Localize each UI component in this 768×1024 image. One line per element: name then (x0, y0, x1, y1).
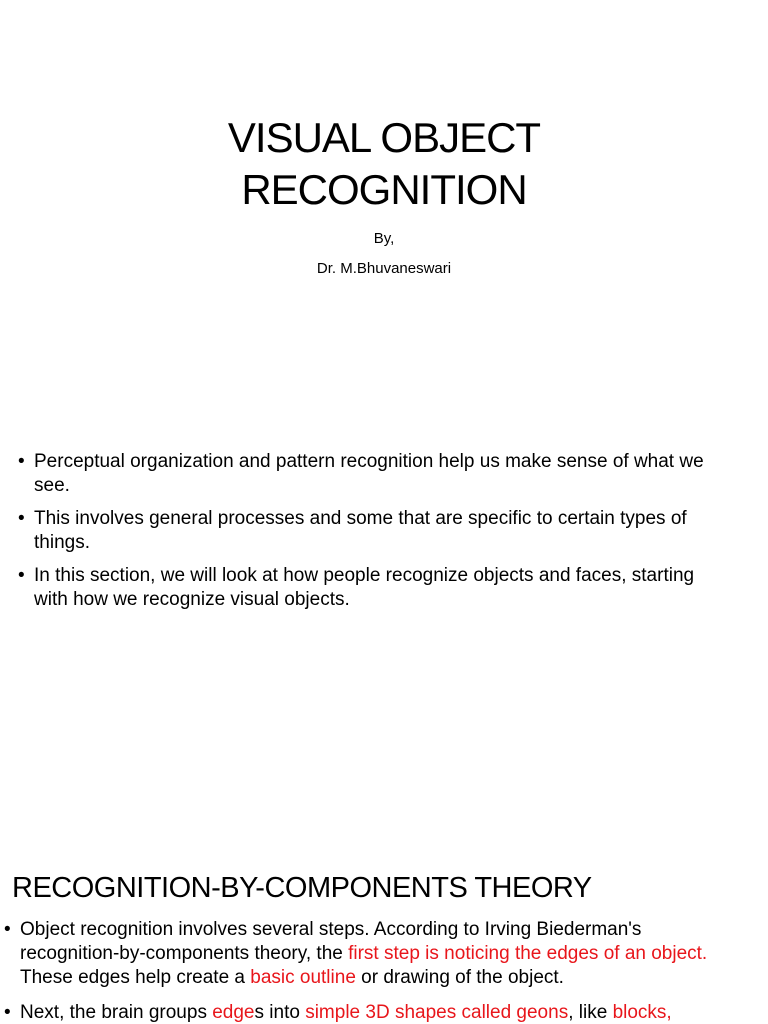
by-label: By, (373, 230, 395, 247)
rbc-theory-slide (0, 850, 768, 1024)
highlighted-text: blocks, (612, 1002, 672, 1023)
slide-title-line-1: VISUAL OBJECT (227, 114, 541, 161)
intro-slide (0, 430, 768, 840)
title-slide (0, 0, 768, 420)
text-segment: Object recognition involves several steps. According to Irving Biederman's recognition-by-components theory, the (20, 919, 642, 964)
bullet-item (18, 450, 718, 498)
bullet-item (4, 1001, 734, 1024)
slide-heading: RECOGNITION-BY-COMPONENTS THEORY (12, 872, 592, 904)
slide-title-line-2: RECOGNITION (241, 166, 527, 213)
bullet-text: In this section, we will look at how people recognize objects and faces, starting with how we recognize visual objects. (34, 565, 695, 610)
highlighted-text: basic outline (250, 967, 356, 988)
text-segment: s into (254, 1002, 306, 1023)
highlighted-text: edge (212, 1002, 255, 1023)
bullet-dot-icon: • (4, 1002, 11, 1023)
bullet-item (4, 918, 734, 990)
text-segment: , like (568, 1002, 613, 1023)
text-segment: These edges help create a (20, 967, 251, 988)
bullet-dot-icon: • (4, 919, 11, 940)
bullet-text: This involves general processes and some that are specific to certain types of things. (34, 508, 687, 553)
highlighted-text: first step is noticing the edges of an object. (348, 943, 708, 964)
text-segment: Next, the brain groups (20, 1002, 213, 1023)
bullet-item (18, 507, 718, 555)
slide-title (0, 112, 768, 216)
bullet-list (4, 918, 734, 1024)
author-name: Dr. M.Bhuvaneswari (316, 260, 452, 277)
bullet-list (18, 450, 718, 621)
text-segment: or drawing of the object. (355, 967, 564, 988)
bullet-dot-icon: • (18, 451, 25, 472)
highlighted-text: simple 3D shapes called geons (305, 1002, 569, 1023)
bullet-item (18, 564, 718, 612)
bullet-dot-icon: • (18, 565, 25, 586)
bullet-dot-icon: • (18, 508, 25, 529)
bullet-text (20, 1002, 672, 1023)
bullet-text (20, 919, 707, 988)
bullet-text: Perceptual organization and pattern recognition help us make sense of what we see. (34, 451, 704, 496)
